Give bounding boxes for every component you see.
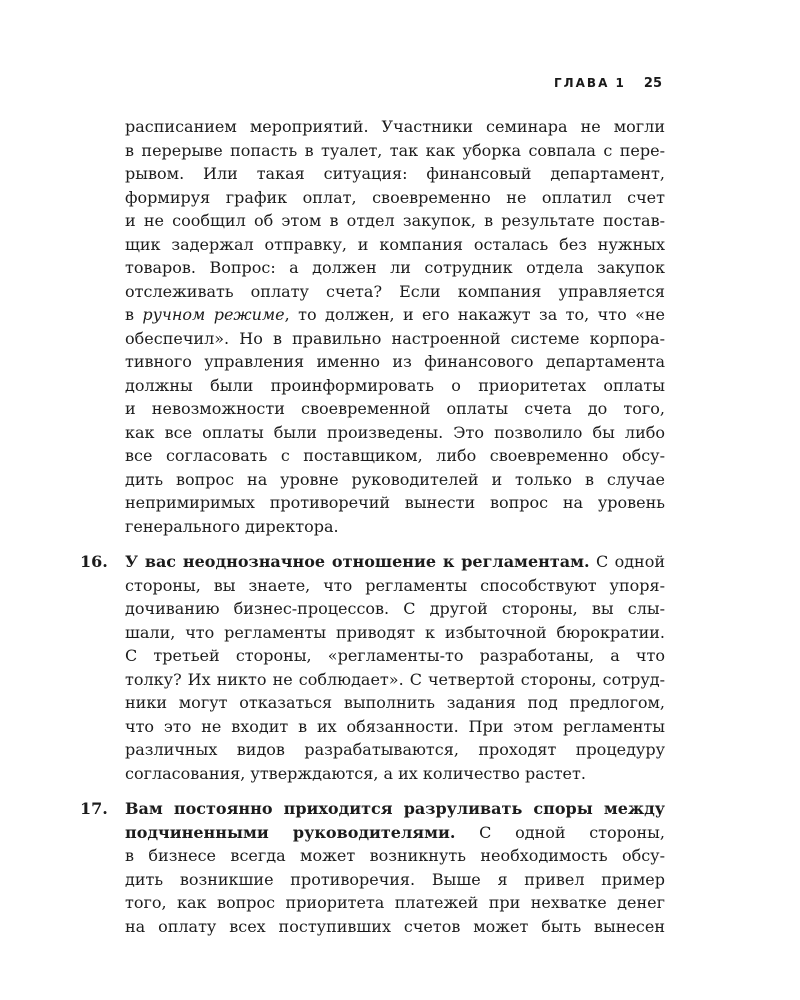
item-number: 17. bbox=[80, 799, 108, 818]
text-fragment: С одной bbox=[589, 552, 666, 571]
page-body bbox=[80, 115, 666, 938]
text-line: шали, что регламенты приводят к избыточной бюрократии. bbox=[125, 622, 665, 642]
text-line: в перерыве попасть в туалет, так как уборка совпала с пере- bbox=[125, 140, 665, 160]
text-line: рывом. Или такая ситуация: финансовый департамент, bbox=[125, 164, 665, 183]
page-number: 25 bbox=[643, 76, 662, 91]
text-line: все согласовать с поставщиком, либо своевременно обсу- bbox=[125, 446, 665, 465]
text-line: и не сообщил об этом в отдел закупок, в результате постав- bbox=[125, 211, 665, 230]
text-line-with-italic bbox=[125, 303, 665, 327]
list-item-17 bbox=[80, 797, 666, 938]
text-line: дить вопрос на уровне руководителей и только в случае bbox=[125, 469, 665, 489]
text-line: отслеживать оплату счета? Если компания управляется bbox=[125, 281, 665, 301]
text-fragment: , то должен, и его накажут за то, что «не bbox=[284, 305, 666, 324]
item-number: 16. bbox=[80, 552, 108, 571]
continuation-paragraph bbox=[125, 115, 665, 538]
text-line bbox=[125, 821, 665, 845]
text-line: щик задержал отправку, и компания осталась без нужных bbox=[125, 234, 665, 254]
text-line: толку? Их никто не соблюдает». С четвертой стороны, сотруд- bbox=[125, 669, 665, 689]
text-line: ники могут отказаться выполнить задания под предлогом, bbox=[125, 693, 665, 712]
text-line: что это не входит в их обязанности. При этом регламенты bbox=[125, 716, 665, 736]
text-fragment: С одной стороны, bbox=[455, 822, 666, 842]
text-line: обеспечил». Но в правильно настроенной системе корпора- bbox=[125, 328, 665, 348]
running-head bbox=[554, 76, 662, 91]
italic-phrase: ручном режиме bbox=[142, 305, 285, 324]
text-line: стороны, вы знаете, что регламенты способствуют упоря- bbox=[125, 575, 665, 595]
text-line: и невозможности своевременной оплаты счета до того, bbox=[125, 399, 665, 418]
text-line: согласования, утверждаются, а их количество растет. bbox=[125, 763, 586, 783]
text-line: дить возникшие противоречия. Выше я привел пример bbox=[125, 869, 665, 889]
text-line bbox=[125, 550, 665, 574]
chapter-label: ГЛАВА 1 bbox=[554, 76, 626, 90]
text-line: как все оплаты были произведены. Это позволило бы либо bbox=[125, 422, 665, 442]
list-item-16 bbox=[80, 550, 666, 785]
text-line: формируя график оплат, своевременно не оплатил счет bbox=[125, 187, 665, 207]
bold-lead: Вам постоянно приходится разруливать споры между bbox=[125, 799, 665, 818]
text-line: генерального директора. bbox=[125, 516, 339, 536]
text-line: непримиримых противоречий вынести вопрос на уровень bbox=[125, 493, 665, 512]
bold-lead: подчиненными руководителями. bbox=[125, 822, 456, 842]
text-fragment: в bbox=[125, 305, 143, 324]
text-line: С третьей стороны, «регламенты-то разработаны, а что bbox=[125, 646, 665, 665]
text-line: в бизнесе всегда может возникнуть необходимость обсу- bbox=[125, 846, 665, 865]
text-line: товаров. Вопрос: а должен ли сотрудник отдела закупок bbox=[125, 258, 665, 277]
text-line bbox=[125, 797, 665, 821]
text-line: того, как вопрос приоритета платежей при нехватке денег bbox=[125, 893, 665, 912]
bold-lead: У вас неоднозначное отношение к регламентам. bbox=[125, 552, 590, 571]
text-line: различных видов разрабатываются, проходят процедуру bbox=[125, 740, 665, 759]
text-line: расписанием мероприятий. Участники семинара не могли bbox=[125, 117, 665, 136]
text-line: дочиванию бизнес-процессов. С другой стороны, вы слы- bbox=[125, 599, 665, 618]
text-line: тивного управления именно из финансового департамента bbox=[125, 352, 665, 371]
text-line: должны были проинформировать о приоритетах оплаты bbox=[125, 375, 665, 395]
text-line: на оплату всех поступивших счетов может быть вынесен bbox=[125, 916, 665, 936]
